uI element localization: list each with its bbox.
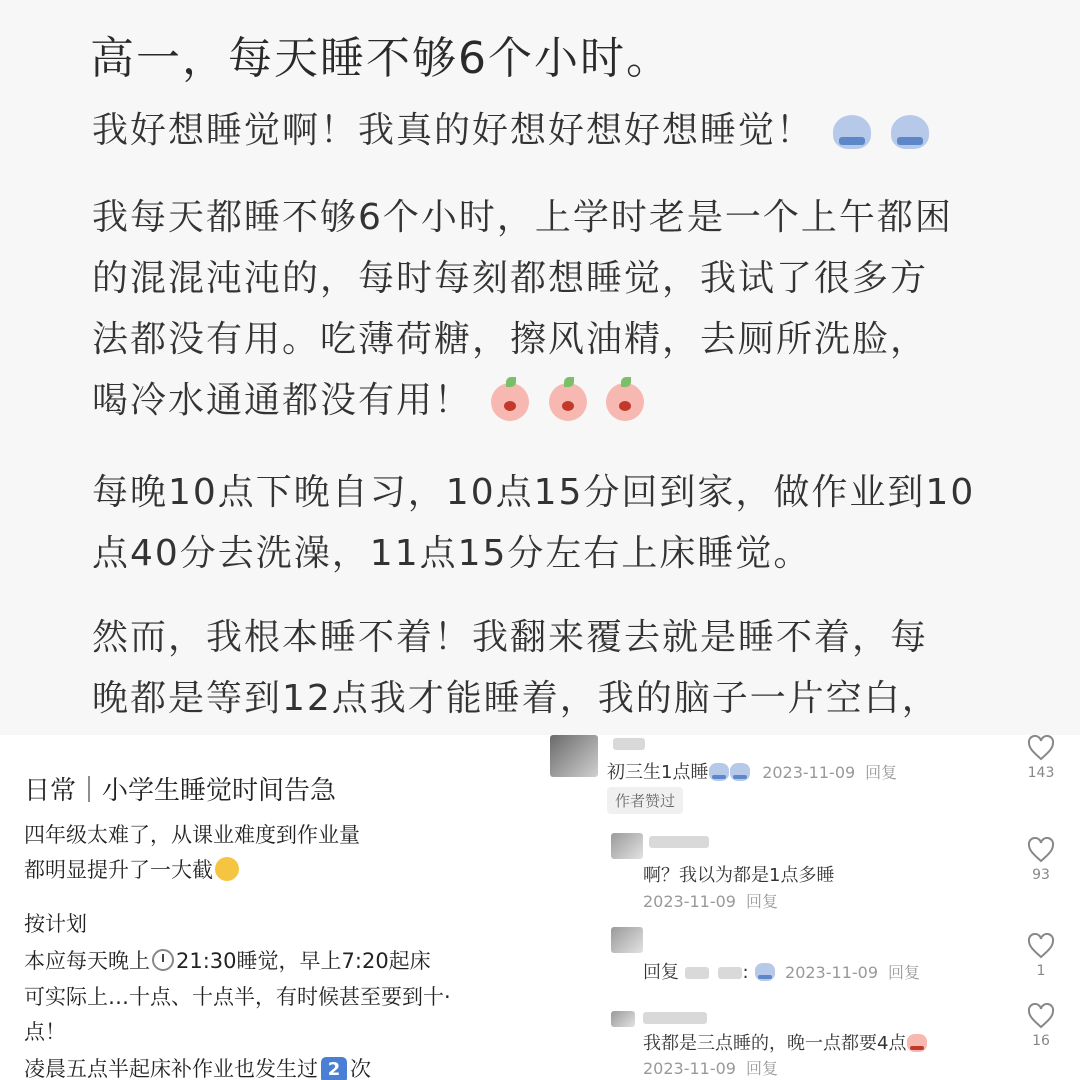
sweat-smile-emoji-icon xyxy=(215,857,239,881)
reply-button[interactable]: 回复 xyxy=(745,892,778,911)
like-button[interactable] xyxy=(1022,933,1060,979)
peach-crying-emoji-icon xyxy=(606,383,644,421)
avatar[interactable] xyxy=(611,927,643,953)
like-count: 143 xyxy=(1027,765,1055,781)
crying-emoji-icon xyxy=(891,115,929,149)
comment-text-content: 我都是三点睡的，晚一点都要4点 xyxy=(643,1033,907,1054)
post-paragraph-1-text: 我好想睡觉啊！我真的好想好想好想睡觉！ xyxy=(92,110,815,151)
comment-text-content: 初三生1点睡 xyxy=(607,762,709,783)
crying-emoji-icon xyxy=(709,763,729,781)
comment-meta xyxy=(785,963,920,982)
post-paragraph-4-line: 然而，我根本睡不着！我翻来覆去就是睡不着，每 xyxy=(92,617,929,658)
post-paragraph-4 xyxy=(92,607,1052,729)
post-paragraph-3-line: 点40分去洗澡，11点15分左右上床睡觉。 xyxy=(92,533,812,574)
username-blurred[interactable] xyxy=(613,738,645,750)
post-paragraph-2-line: 法都没有用。吃薄荷糖，擦风油精，去厕所洗脸， xyxy=(92,319,929,360)
heart-outline-icon[interactable] xyxy=(1027,933,1055,959)
crying-emoji-icon xyxy=(730,763,750,781)
username-blurred[interactable] xyxy=(643,1012,707,1024)
peach-crying-emoji-icon xyxy=(549,383,587,421)
comment-meta xyxy=(762,763,897,782)
reply-separator: : xyxy=(742,962,749,983)
reply-button[interactable]: 回复 xyxy=(745,1059,778,1078)
crying-emoji-icon xyxy=(755,963,775,981)
note-line: 凌晨五点半起床补作业也发生过 xyxy=(24,1057,318,1080)
author-liked-badge: 作者赞过 xyxy=(607,787,683,814)
comment-date: 2023-11-09 xyxy=(643,892,736,911)
comment-date: 2023-11-09 xyxy=(762,763,856,782)
comment-meta xyxy=(643,889,778,912)
avatar[interactable] xyxy=(550,735,598,777)
note-line: 四年级太难了，从课业难度到作业量 xyxy=(24,823,360,847)
avatar[interactable] xyxy=(611,833,643,859)
comments-panel xyxy=(545,735,1080,1080)
note-line: 都明显提升了一大截 xyxy=(24,858,213,882)
comment-text[interactable]: 啊？我以为都是1点多睡 xyxy=(643,865,835,886)
avatar[interactable] xyxy=(611,1011,635,1027)
post-title: 高一，每天睡不够6个小时。 xyxy=(90,33,672,84)
note-line: 次 xyxy=(350,1057,371,1080)
post-paragraph-2 xyxy=(92,187,1052,431)
like-button[interactable] xyxy=(1022,837,1060,883)
username-blurred[interactable] xyxy=(649,836,709,848)
like-count: 93 xyxy=(1032,867,1050,883)
note-line: 21:30睡觉，早上7:20起床 xyxy=(176,949,431,973)
comment-meta xyxy=(643,1056,778,1079)
post-paragraph-2-line: 我每天都睡不够6个小时，上学时老是一个上午都困 xyxy=(92,197,953,238)
username-blurred[interactable] xyxy=(685,967,709,979)
note-card xyxy=(0,740,545,1080)
peach-crying-emoji-icon xyxy=(491,383,529,421)
peach-crying-emoji-icon xyxy=(907,1034,927,1052)
heart-outline-icon[interactable] xyxy=(1027,837,1055,863)
note-line-2 xyxy=(24,853,239,888)
comment-text[interactable] xyxy=(607,758,897,784)
post-paragraph-2-line-last xyxy=(92,370,1052,431)
like-count: 16 xyxy=(1032,1033,1050,1049)
post-paragraph-2-line: 喝冷水通通都没有用！ xyxy=(92,380,473,421)
note-line: 点！ xyxy=(24,1020,66,1044)
post-paragraph-4-line: 晚都是等到12点我才能睡着，我的脑子一片空白， xyxy=(92,678,940,719)
username-blurred[interactable] xyxy=(718,967,742,979)
reply-button[interactable]: 回复 xyxy=(865,763,898,782)
clock-emoji-icon xyxy=(152,949,174,971)
comment-text[interactable] xyxy=(643,1029,927,1055)
post-paragraph-3 xyxy=(92,462,1052,584)
reply-prefix: 回复 xyxy=(643,962,679,983)
note-line: 本应每天晚上 xyxy=(24,949,150,973)
heart-outline-icon[interactable] xyxy=(1027,1003,1055,1029)
note-line: 按计划 xyxy=(24,912,87,936)
like-count: 1 xyxy=(1036,963,1046,979)
note-line-7 xyxy=(24,1052,371,1080)
note-title: 日常｜小学生睡觉时间告急 xyxy=(24,776,337,806)
comment-text[interactable] xyxy=(643,958,920,984)
keycap-two-icon: 2 xyxy=(321,1057,347,1080)
like-button[interactable] xyxy=(1022,1003,1060,1049)
comment-date: 2023-11-09 xyxy=(785,963,878,982)
note-line-4 xyxy=(24,944,431,979)
crying-emoji-icon xyxy=(833,115,871,149)
post-paragraph-1 xyxy=(92,100,1052,161)
post-paragraph-3-line: 每晚10点下晚自习，10点15分回到家，做作业到10 xyxy=(92,472,976,513)
comment-date: 2023-11-09 xyxy=(643,1059,736,1078)
heart-outline-icon[interactable] xyxy=(1027,735,1055,761)
post-paragraph-2-line: 的混混沌沌的，每时每刻都想睡觉，我试了很多方 xyxy=(92,258,929,299)
note-line: 可实际上…十点、十点半，有时候甚至要到十· xyxy=(24,985,451,1009)
reply-button[interactable]: 回复 xyxy=(888,963,921,982)
like-button[interactable] xyxy=(1022,735,1060,781)
